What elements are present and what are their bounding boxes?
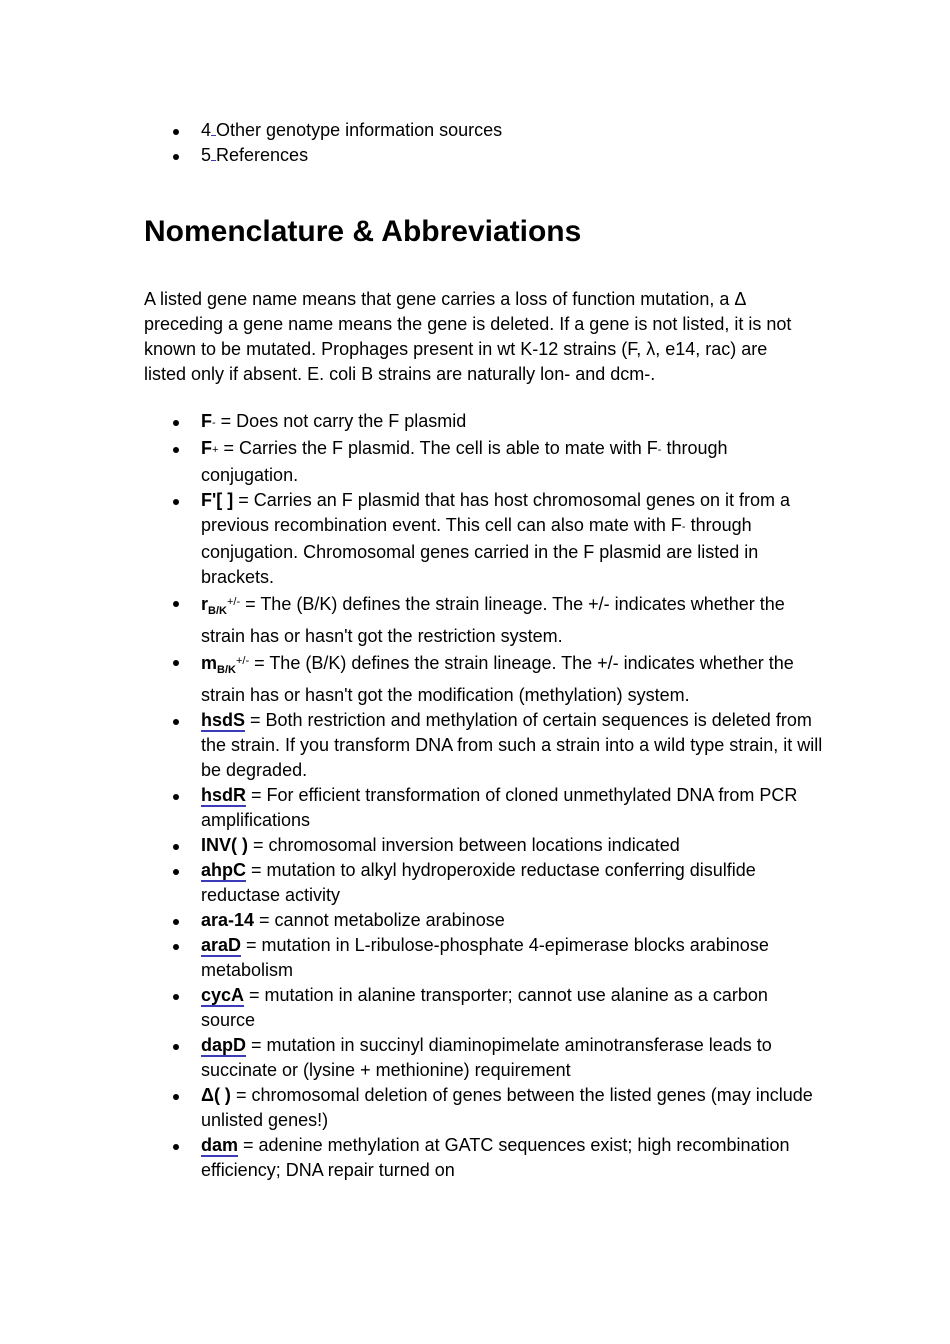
bullet-icon	[173, 994, 179, 1000]
toc-item[interactable]	[144, 143, 824, 168]
bullet-icon	[173, 1144, 179, 1150]
term-mark: +	[212, 444, 219, 456]
bullet-icon	[173, 447, 179, 453]
toc-number[interactable]: 4	[201, 120, 212, 140]
section-heading: Nomenclature & Abbreviations	[144, 215, 582, 248]
gene-link[interactable]: ahpC	[201, 860, 246, 880]
definition-list	[144, 409, 824, 1183]
gene-link[interactable]: dam	[201, 1135, 239, 1155]
intro-paragraph: A listed gene name means that gene carries a loss of function mutation, a Δ preceding a gene name means the gene is deleted. If a gene is not listed, it is not known to be mutated. Prophages present in wt K-12 strains (F, λ, e14, rac) are listed only if absent. E. coli B strains are naturally lon- and dcm-.	[144, 289, 792, 384]
term: ara-14	[201, 910, 255, 930]
definition-f-minus	[144, 409, 824, 436]
bullet-icon	[173, 129, 179, 135]
gene-link[interactable]: hsdR	[201, 785, 246, 805]
toc-item[interactable]	[144, 118, 824, 143]
term: F	[201, 411, 212, 431]
definition-hsdr	[144, 783, 824, 833]
term: INV( )	[201, 835, 248, 855]
term: r	[201, 594, 209, 614]
bullet-icon	[173, 944, 179, 950]
definition-hsds	[144, 708, 824, 783]
bullet-icon	[173, 919, 179, 925]
definition-text: = mutation in succinyl diaminopimelate aminotransferase leads to succinate or (lysine + methionine) requirement	[201, 1035, 772, 1080]
definition-f-prime	[144, 488, 824, 590]
definition-delta	[144, 1083, 824, 1133]
definition-cyca	[144, 983, 824, 1033]
bullet-icon	[173, 499, 179, 505]
definition-text: = mutation in L-ribulose-phosphate 4-epimerase blocks arabinose metabolism	[201, 935, 769, 980]
gene-link[interactable]: araD	[201, 935, 242, 955]
definition-text: = Both restriction and methylation of certain sequences is deleted from the strain. If you transform DNA from such a strain into a wild type strain, it will be degraded.	[201, 710, 823, 780]
gene-link[interactable]: hsdS	[201, 710, 246, 730]
term-superscript: +/-	[226, 596, 241, 608]
bullet-icon	[173, 794, 179, 800]
definition-m	[144, 649, 824, 708]
inline-mark: -	[657, 444, 662, 456]
inline-mark: -	[681, 521, 686, 533]
definition-text: = adenine methylation at GATC sequences exist; high recombination efficiency; DNA repair turned on	[201, 1135, 790, 1180]
term-superscript: +/-	[235, 655, 250, 667]
definition-text: = The (B/K) defines the strain lineage. The +/- indicates whether the strain has or hasn't got the restriction system.	[201, 594, 785, 646]
definition-text: = For efficient transformation of cloned unmethylated DNA from PCR amplifications	[201, 785, 798, 830]
bullet-icon	[173, 719, 179, 725]
gene-link[interactable]: dapD	[201, 1035, 246, 1055]
term-subscript: B/K	[217, 664, 236, 676]
bullet-icon	[173, 420, 179, 426]
definition-arad	[144, 933, 824, 983]
definition-text: = cannot metabolize arabinose	[254, 910, 505, 930]
definition-text: = mutation in alanine transporter; cannot use alanine as a carbon source	[201, 985, 768, 1030]
definition-dapd	[144, 1033, 824, 1083]
definition-text: = Carries the F plasmid. The cell is able to mate with F	[218, 438, 658, 458]
bullet-icon	[173, 660, 179, 666]
bullet-icon	[173, 1094, 179, 1100]
definition-f-plus	[144, 436, 824, 488]
bullet-icon	[173, 869, 179, 875]
definition-text: = Does not carry the F plasmid	[215, 411, 467, 431]
term: F	[201, 438, 212, 458]
definition-text: = The (B/K) defines the strain lineage. The +/- indicates whether the strain has or hasn't got the modification (methylation) system.	[201, 653, 794, 705]
definition-inv	[144, 833, 824, 858]
definition-text: = chromosomal deletion of genes between the listed genes (may include unlisted genes!)	[201, 1085, 813, 1130]
term-subscript: B/K	[208, 605, 227, 617]
term: F'[ ]	[201, 490, 234, 510]
definition-text: through conjugation.	[201, 438, 728, 485]
definition-text: = chromosomal inversion between locations indicated	[248, 835, 680, 855]
bullet-icon	[173, 844, 179, 850]
definition-text: = mutation to alkyl hydroperoxide reductase conferring disulfide reductase activity	[201, 860, 756, 905]
definition-dam	[144, 1133, 824, 1183]
definition-r	[144, 590, 824, 649]
definition-ara14	[144, 908, 824, 933]
definition-ahpc	[144, 858, 824, 908]
gene-link[interactable]: cycA	[201, 985, 245, 1005]
bullet-icon	[173, 601, 179, 607]
term-mark: -	[212, 417, 216, 429]
definition-text: through conjugation. Chromosomal genes carried in the F plasmid are listed in brackets.	[201, 515, 759, 587]
bullet-icon	[173, 1044, 179, 1050]
toc-label[interactable]: References	[216, 145, 309, 165]
term: Δ( )	[201, 1085, 231, 1105]
term: m	[201, 653, 218, 673]
toc-number[interactable]: 5	[201, 145, 212, 165]
bullet-icon	[173, 154, 179, 160]
table-of-contents	[144, 118, 824, 168]
toc-label[interactable]: Other genotype information sources	[216, 120, 503, 140]
definition-text: = Carries an F plasmid that has host chromosomal genes on it from a previous recombination event. This cell can also mate with F	[201, 490, 791, 535]
